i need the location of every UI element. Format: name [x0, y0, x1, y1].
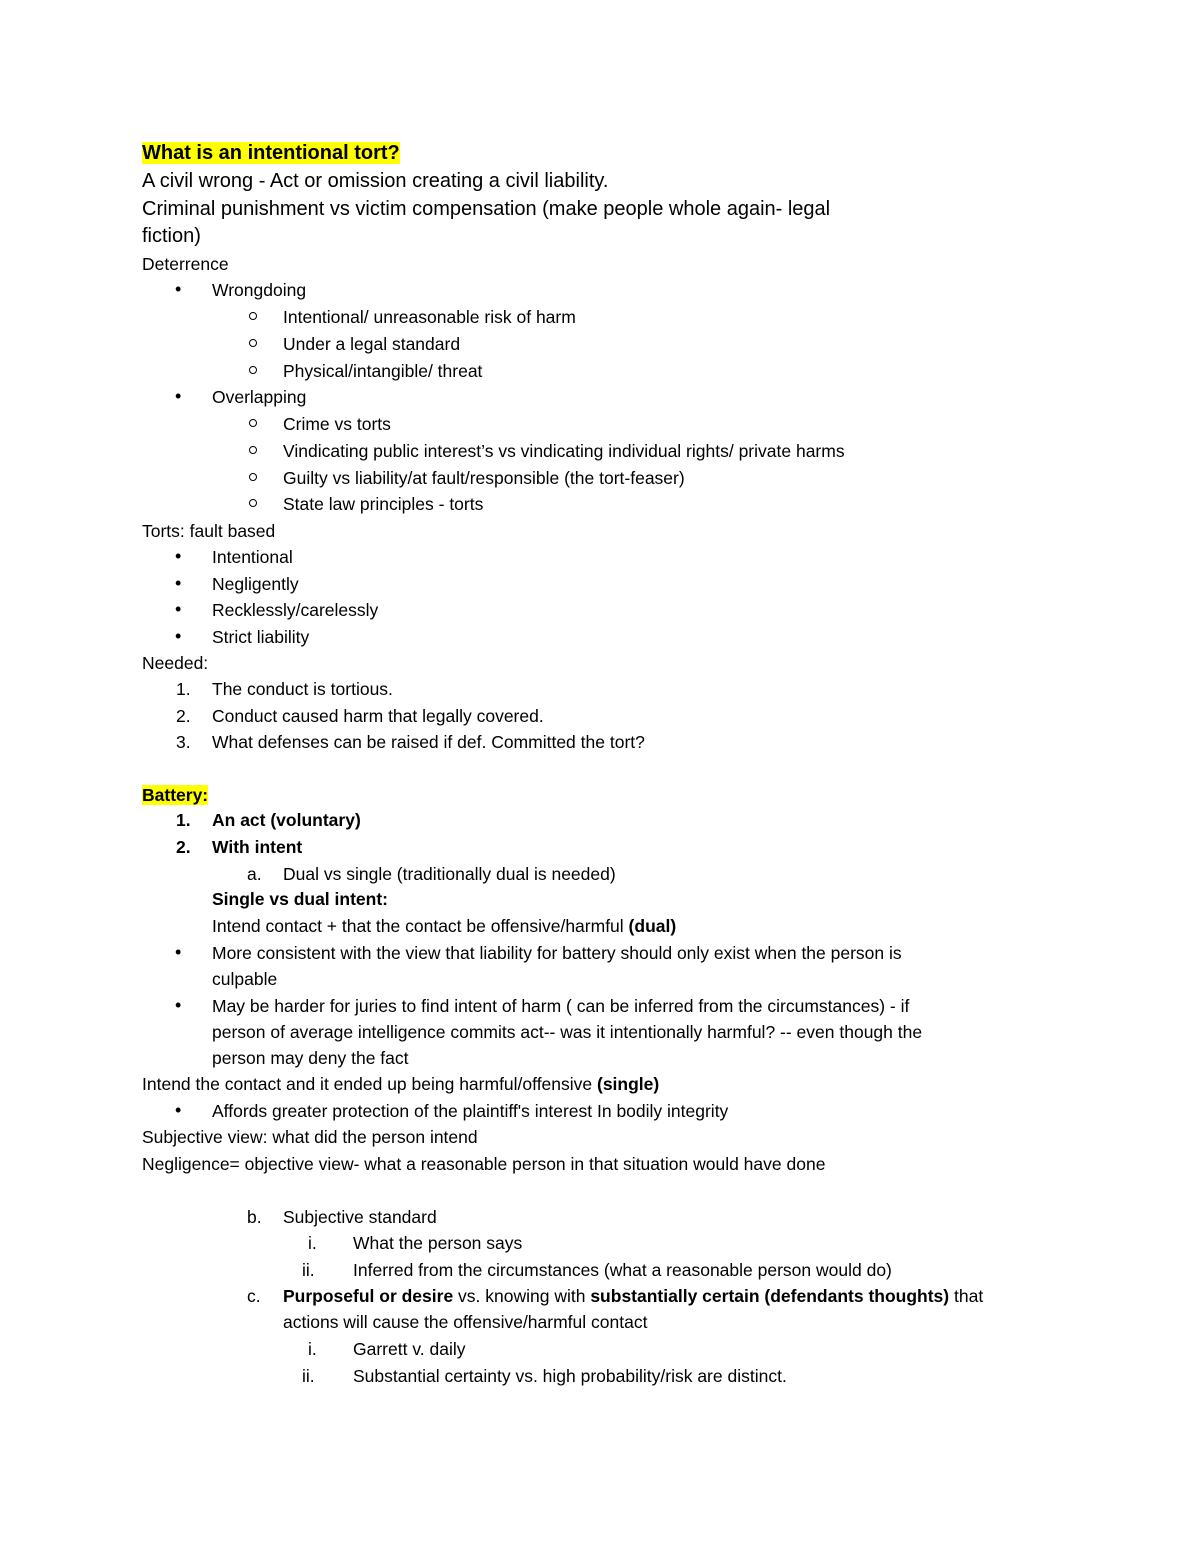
circle-bullet-icon — [249, 366, 257, 374]
dual-bullet-line: More consistent with the view that liability for battery should only exist when the person is — [212, 943, 902, 963]
needed-item: Conduct caused harm that legally covered. — [212, 706, 544, 726]
sub-c-bold-2: substantially certain (defendants thoughts) — [590, 1286, 950, 1306]
dual-line — [212, 918, 676, 936]
sub-b-item: Inferred from the circumstances (what a reasonable person would do) — [353, 1260, 892, 1280]
intro-line-1: A civil wrong - Act or omission creating a civil liability. — [142, 170, 609, 192]
bullet-icon: • — [175, 599, 182, 619]
list-letter: c. — [247, 1286, 261, 1306]
list-roman: i. — [308, 1339, 317, 1359]
overlapping-item: Vindicating public interest’s vs vindicating individual rights/ private harms — [283, 441, 845, 461]
bullet-icon: • — [175, 942, 182, 962]
bullet-icon: • — [175, 995, 182, 1015]
subjective-view: Subjective view: what did the person intend — [142, 1127, 478, 1147]
dual-bullet-line: person may deny the fact — [212, 1048, 409, 1068]
sub-b-item: What the person says — [353, 1233, 523, 1253]
sub-c-line-2: actions will cause the offensive/harmful contact — [283, 1312, 648, 1332]
torts-item: Intentional — [212, 547, 293, 567]
heading — [142, 143, 400, 163]
wrongdoing-item: Intentional/ unreasonable risk of harm — [283, 307, 576, 327]
circle-bullet-icon — [249, 339, 257, 347]
battery-title-text: Battery: — [142, 785, 209, 805]
heading-text: What is an intentional tort? — [142, 142, 400, 164]
bullet-icon: • — [175, 546, 182, 566]
list-number: 3. — [176, 732, 191, 752]
dual-bullet-line: May be harder for juries to find intent of harm ( can be inferred from the circumstances) - if — [212, 996, 910, 1016]
torts-item: Negligently — [212, 574, 299, 594]
single-dual-heading: Single vs dual intent: — [212, 889, 388, 909]
bullet-icon: • — [175, 573, 182, 593]
list-number: 2. — [176, 706, 191, 726]
bullet-icon: • — [175, 386, 182, 406]
sub-c-text-2: that — [949, 1286, 984, 1306]
dual-tag: (dual) — [628, 916, 677, 936]
list-number: 2. — [176, 837, 191, 857]
list-letter: b. — [247, 1207, 262, 1227]
bullet-icon: • — [175, 626, 182, 646]
circle-bullet-icon — [249, 312, 257, 320]
sub-a-text: Dual vs single (traditionally dual is needed) — [283, 864, 616, 884]
single-text: Intend the contact and it ended up being harmful/offensive — [142, 1074, 597, 1094]
single-line — [142, 1076, 659, 1094]
battery-element: An act (voluntary) — [212, 810, 361, 830]
needed-item: The conduct is tortious. — [212, 679, 393, 699]
sub-c-text-1: vs. knowing with — [453, 1286, 591, 1306]
bullet-icon: • — [175, 1100, 182, 1120]
battery-element: With intent — [212, 837, 303, 857]
sub-c-item: Garrett v. daily — [353, 1339, 466, 1359]
dual-bullet-line: culpable — [212, 969, 278, 989]
intro-line-3: fiction) — [142, 225, 201, 247]
intro-line-2: Criminal punishment vs victim compensation (make people whole again- legal — [142, 198, 831, 220]
circle-bullet-icon — [249, 419, 257, 427]
torts-item: Recklessly/carelessly — [212, 600, 379, 620]
list-number: 1. — [176, 679, 191, 699]
overlapping-item: State law principles - torts — [283, 494, 484, 514]
single-tag: (single) — [597, 1074, 660, 1094]
negligence-line: Negligence= objective view- what a reasonable person in that situation would have done — [142, 1154, 826, 1174]
sub-b-label: Subjective standard — [283, 1207, 437, 1227]
bullet-icon: • — [175, 279, 182, 299]
torts-item: Strict liability — [212, 627, 310, 647]
needed-title: Needed: — [142, 653, 209, 673]
battery-title — [142, 787, 208, 805]
sub-c-line-1 — [283, 1288, 983, 1306]
deterrence-title: Deterrence — [142, 254, 229, 274]
overlapping-label: Overlapping — [212, 387, 307, 407]
single-bullet: Affords greater protection of the plaintiff's interest In bodily integrity — [212, 1101, 729, 1121]
sub-c-item: Substantial certainty vs. high probability/risk are distinct. — [353, 1366, 787, 1386]
torts-title: Torts: fault based — [142, 521, 276, 541]
dual-bullet-line: person of average intelligence commits act-- was it intentionally harmful? -- even though the — [212, 1022, 923, 1042]
list-roman: ii. — [302, 1260, 315, 1280]
list-number: 1. — [176, 810, 191, 830]
circle-bullet-icon — [249, 473, 257, 481]
list-roman: ii. — [302, 1366, 315, 1386]
circle-bullet-icon — [249, 499, 257, 507]
overlapping-item: Guilty vs liability/at fault/responsible (the tort-feaser) — [283, 468, 685, 488]
overlapping-item: Crime vs torts — [283, 414, 391, 434]
wrongdoing-item: Physical/intangible/ threat — [283, 361, 483, 381]
list-letter: a. — [247, 864, 262, 884]
dual-text: Intend contact + that the contact be offensive/harmful — [212, 916, 629, 936]
sub-c-bold-1: Purposeful or desire — [283, 1286, 454, 1306]
circle-bullet-icon — [249, 446, 257, 454]
list-roman: i. — [308, 1233, 317, 1253]
needed-item: What defenses can be raised if def. Committed the tort? — [212, 732, 645, 752]
wrongdoing-label: Wrongdoing — [212, 280, 307, 300]
wrongdoing-item: Under a legal standard — [283, 334, 461, 354]
